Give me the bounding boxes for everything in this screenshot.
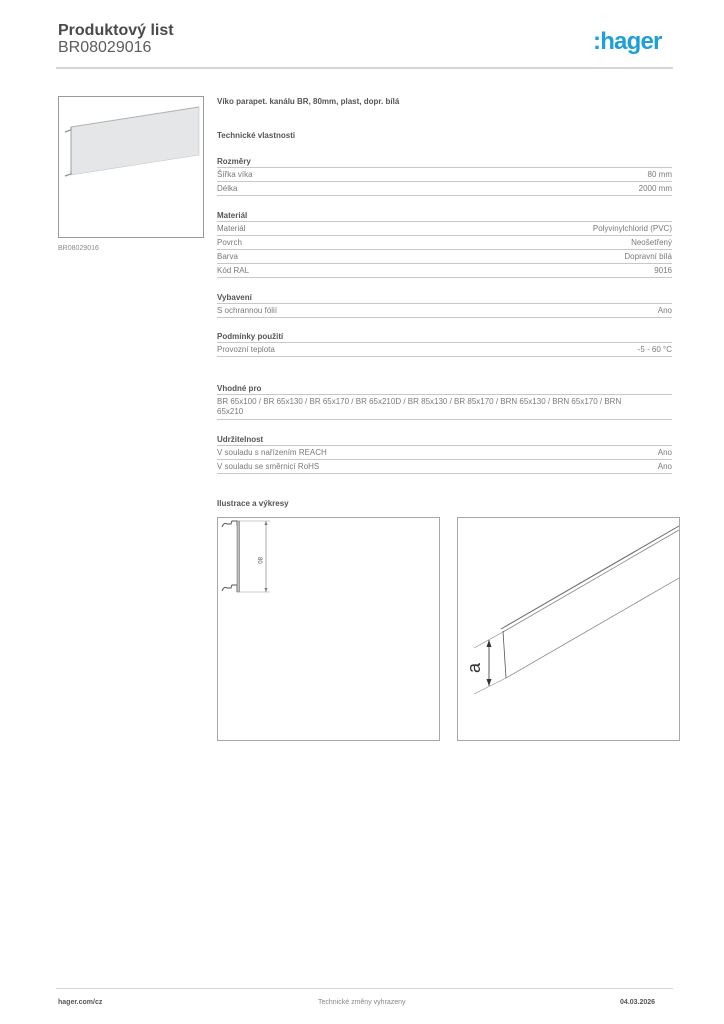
spec-value: 80 mm [647, 170, 672, 179]
isometric-drawing [457, 517, 680, 741]
group-dimensions [217, 155, 672, 196]
product-name: Víko parapet. kanálu BR, 80mm, plast, dopr. bílá [217, 97, 400, 106]
spec-value: Ano [657, 448, 672, 457]
image-caption: BR08029016 [58, 245, 99, 252]
group-sustainability [217, 433, 672, 474]
spec-label: V souladu s nařízením REACH [217, 448, 327, 457]
cross-section-drawing [217, 517, 440, 741]
spec-label: S ochrannou fólií [217, 306, 278, 315]
spec-row [217, 168, 672, 182]
document-title: Produktový list [58, 22, 174, 39]
spec-label: Barva [217, 252, 238, 261]
footer-website-link[interactable]: hager.com/cz [58, 999, 103, 1006]
group-suitable-for [217, 382, 672, 420]
spec-value: Ano [657, 306, 672, 315]
group-equipment [217, 291, 672, 318]
spec-label: Šířka víka [217, 170, 253, 179]
spec-label: Délka [217, 184, 238, 193]
group-title: Udržitelnost [217, 433, 672, 446]
product-image [58, 96, 204, 238]
spec-value: Dopravní bílá [624, 252, 672, 261]
group-material [217, 209, 672, 278]
spec-value: Ano [657, 462, 672, 471]
cover-isometric-icon [458, 518, 681, 742]
spec-value: Polyvinylchlorid (PVC) [592, 224, 672, 233]
spec-row [217, 222, 672, 236]
group-title: Rozměry [217, 155, 672, 168]
spec-value: 9016 [654, 266, 672, 275]
spec-label: Kód RAL [217, 266, 250, 275]
spec-row [217, 250, 672, 264]
illustrations-heading: Ilustrace a výkresy [217, 499, 289, 508]
spec-row [217, 236, 672, 250]
spec-row [217, 446, 672, 460]
spec-row [217, 304, 672, 318]
product-code: BR08029016 [58, 39, 152, 56]
spec-label: V souladu se směrnicí RoHS [217, 462, 320, 471]
spec-row [217, 343, 672, 357]
spec-row [217, 460, 672, 474]
spec-label: Povrch [217, 238, 242, 247]
group-title: Vybavení [217, 291, 672, 304]
spec-label: Materiál [217, 224, 246, 233]
spec-value: 2000 mm [638, 184, 672, 193]
spec-row [217, 182, 672, 196]
footer-notice: Technické změny vyhrazeny [318, 999, 406, 1006]
spec-value: Neošetřený [631, 238, 672, 247]
spec-value: -5 - 60 °C [637, 345, 672, 354]
tech-properties-heading: Technické vlastnosti [217, 131, 296, 140]
group-title: Vhodné pro [217, 382, 672, 395]
group-title: Materiál [217, 209, 672, 222]
cover-profile-icon [59, 97, 205, 239]
footer-divider [56, 988, 673, 989]
header-divider [56, 67, 673, 69]
spec-label: Provozní teplota [217, 345, 275, 354]
profile-cross-section-icon [218, 518, 441, 742]
spec-row [217, 264, 672, 278]
hager-logo: :hager [593, 28, 662, 55]
footer-date: 04.03.2026 [620, 999, 656, 1006]
svg-text:a: a [464, 662, 484, 674]
compatible-products: BR 65x100 / BR 65x130 / BR 65x170 / BR 65x210D / BR 85x130 / BR 85x170 / BRN 65x130 / BRN 65x170 / BRN 65x210 [217, 395, 672, 420]
group-conditions [217, 330, 672, 357]
group-title: Podmínky použití [217, 330, 672, 343]
svg-text:80: 80 [256, 557, 262, 564]
